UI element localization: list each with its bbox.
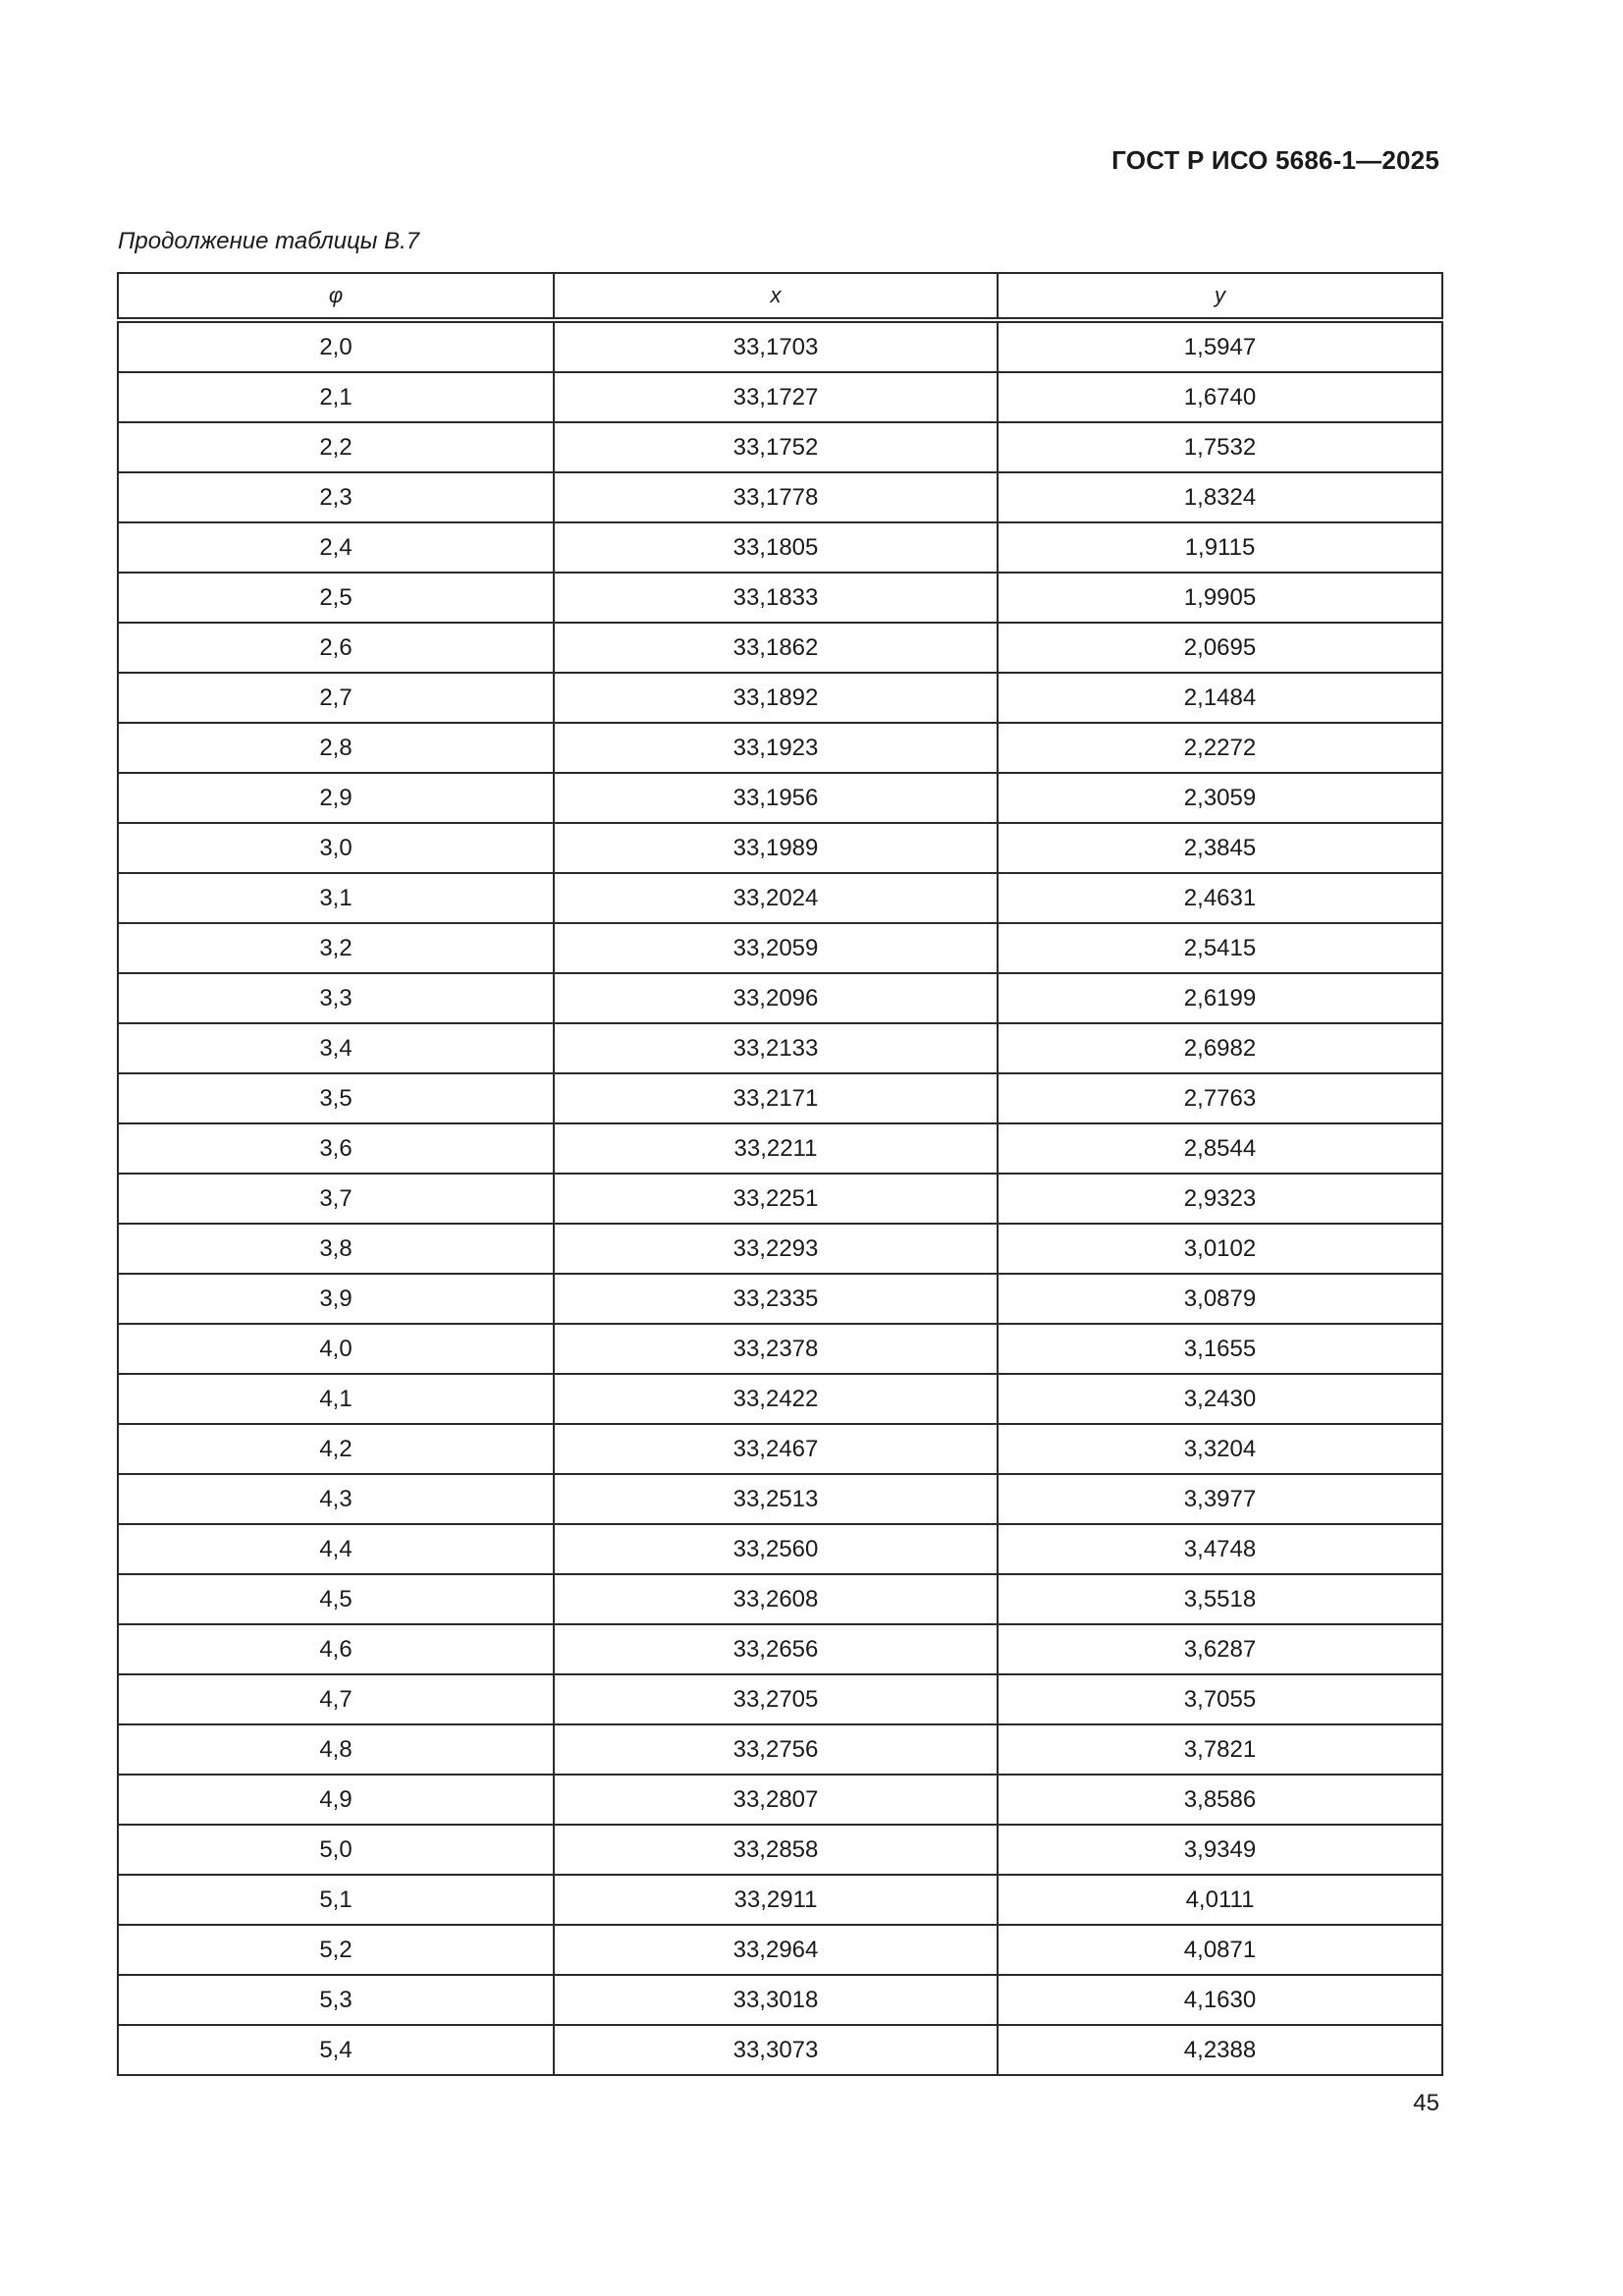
cell-phi: 4,6 xyxy=(118,1624,554,1674)
cell-x: 33,2171 xyxy=(554,1073,998,1123)
table-row xyxy=(118,1073,1442,1123)
cell-phi: 4,8 xyxy=(118,1724,554,1775)
table-row xyxy=(118,723,1442,773)
cell-x: 33,1862 xyxy=(554,623,998,673)
cell-x: 33,2911 xyxy=(554,1875,998,1925)
cell-y: 3,8586 xyxy=(998,1775,1442,1825)
cell-y: 3,9349 xyxy=(998,1825,1442,1875)
cell-y: 4,1630 xyxy=(998,1975,1442,2025)
cell-x: 33,2964 xyxy=(554,1925,998,1975)
cell-y: 3,0879 xyxy=(998,1274,1442,1324)
cell-y: 1,9905 xyxy=(998,573,1442,623)
cell-y: 2,7763 xyxy=(998,1073,1442,1123)
cell-x: 33,1923 xyxy=(554,723,998,773)
cell-y: 2,8544 xyxy=(998,1123,1442,1174)
table-row xyxy=(118,1123,1442,1174)
table-row xyxy=(118,1674,1442,1724)
cell-y: 2,6199 xyxy=(998,973,1442,1023)
cell-phi: 5,4 xyxy=(118,2025,554,2075)
table-row xyxy=(118,573,1442,623)
cell-phi: 3,4 xyxy=(118,1023,554,1073)
cell-y: 1,6740 xyxy=(998,372,1442,422)
cell-x: 33,1833 xyxy=(554,573,998,623)
cell-phi: 4,5 xyxy=(118,1574,554,1624)
cell-x: 33,2024 xyxy=(554,873,998,923)
table-row xyxy=(118,2025,1442,2075)
cell-x: 33,1892 xyxy=(554,673,998,723)
cell-y: 3,7821 xyxy=(998,1724,1442,1775)
cell-y: 2,9323 xyxy=(998,1174,1442,1224)
table-row xyxy=(118,823,1442,873)
cell-x: 33,2705 xyxy=(554,1674,998,1724)
column-header-phi: φ xyxy=(118,273,554,320)
table-row xyxy=(118,1424,1442,1474)
cell-y: 3,5518 xyxy=(998,1574,1442,1624)
table-row xyxy=(118,1174,1442,1224)
cell-x: 33,2656 xyxy=(554,1624,998,1674)
table-row xyxy=(118,372,1442,422)
table-row xyxy=(118,1374,1442,1424)
table-caption: Продолжение таблицы В.7 xyxy=(118,228,420,254)
cell-y: 4,2388 xyxy=(998,2025,1442,2075)
cell-x: 33,2422 xyxy=(554,1374,998,1424)
cell-phi: 4,1 xyxy=(118,1374,554,1424)
cell-y: 2,2272 xyxy=(998,723,1442,773)
cell-phi: 3,0 xyxy=(118,823,554,873)
column-header-x: x xyxy=(554,273,998,320)
cell-phi: 4,2 xyxy=(118,1424,554,1474)
cell-x: 33,1703 xyxy=(554,320,998,372)
table-row xyxy=(118,1574,1442,1624)
cell-phi: 2,9 xyxy=(118,773,554,823)
table-row xyxy=(118,1975,1442,2025)
table-row xyxy=(118,1524,1442,1574)
table-row xyxy=(118,1825,1442,1875)
table-row xyxy=(118,1023,1442,1073)
cell-x: 33,2293 xyxy=(554,1224,998,1274)
table-body xyxy=(118,320,1442,2075)
cell-x: 33,2133 xyxy=(554,1023,998,1073)
table-row xyxy=(118,973,1442,1023)
cell-x: 33,1805 xyxy=(554,522,998,573)
cell-phi: 2,1 xyxy=(118,372,554,422)
cell-phi: 2,0 xyxy=(118,320,554,372)
page-number: 45 xyxy=(1413,2090,1439,2116)
cell-y: 1,8324 xyxy=(998,472,1442,522)
cell-phi: 3,5 xyxy=(118,1073,554,1123)
cell-phi: 5,0 xyxy=(118,1825,554,1875)
cell-x: 33,2560 xyxy=(554,1524,998,1574)
table-row xyxy=(118,1875,1442,1925)
cell-phi: 4,3 xyxy=(118,1474,554,1524)
cell-x: 33,1778 xyxy=(554,472,998,522)
table-row xyxy=(118,773,1442,823)
cell-x: 33,2858 xyxy=(554,1825,998,1875)
cell-phi: 2,8 xyxy=(118,723,554,773)
cell-y: 2,5415 xyxy=(998,923,1442,973)
table-header xyxy=(118,273,1442,320)
cell-phi: 2,6 xyxy=(118,623,554,673)
cell-phi: 3,2 xyxy=(118,923,554,973)
cell-x: 33,3018 xyxy=(554,1975,998,2025)
table-row xyxy=(118,1925,1442,1975)
cell-y: 2,3845 xyxy=(998,823,1442,873)
table-row xyxy=(118,522,1442,573)
cell-y: 3,1655 xyxy=(998,1324,1442,1374)
cell-x: 33,1727 xyxy=(554,372,998,422)
table-row xyxy=(118,1224,1442,1274)
data-table xyxy=(117,272,1443,2076)
cell-y: 2,1484 xyxy=(998,673,1442,723)
table-row xyxy=(118,1624,1442,1674)
cell-y: 1,7532 xyxy=(998,422,1442,472)
cell-phi: 4,9 xyxy=(118,1775,554,1825)
cell-x: 33,2467 xyxy=(554,1424,998,1474)
cell-phi: 3,7 xyxy=(118,1174,554,1224)
cell-x: 33,2335 xyxy=(554,1274,998,1324)
cell-phi: 3,1 xyxy=(118,873,554,923)
cell-x: 33,1752 xyxy=(554,422,998,472)
cell-x: 33,3073 xyxy=(554,2025,998,2075)
cell-phi: 4,4 xyxy=(118,1524,554,1574)
cell-phi: 5,1 xyxy=(118,1875,554,1925)
table-row xyxy=(118,1474,1442,1524)
cell-y: 3,0102 xyxy=(998,1224,1442,1274)
cell-phi: 2,5 xyxy=(118,573,554,623)
table-row xyxy=(118,472,1442,522)
cell-y: 3,6287 xyxy=(998,1624,1442,1674)
cell-y: 3,7055 xyxy=(998,1674,1442,1724)
column-header-y: y xyxy=(998,273,1442,320)
cell-x: 33,2096 xyxy=(554,973,998,1023)
table-row xyxy=(118,673,1442,723)
table-row xyxy=(118,1274,1442,1324)
cell-y: 2,3059 xyxy=(998,773,1442,823)
cell-x: 33,2211 xyxy=(554,1123,998,1174)
cell-x: 33,2059 xyxy=(554,923,998,973)
table-row xyxy=(118,623,1442,673)
header-row xyxy=(118,273,1442,320)
table-row xyxy=(118,1724,1442,1775)
cell-phi: 2,4 xyxy=(118,522,554,573)
cell-y: 2,6982 xyxy=(998,1023,1442,1073)
cell-x: 33,2807 xyxy=(554,1775,998,1825)
table-row xyxy=(118,873,1442,923)
cell-phi: 2,2 xyxy=(118,422,554,472)
cell-phi: 4,0 xyxy=(118,1324,554,1374)
cell-phi: 3,6 xyxy=(118,1123,554,1174)
cell-x: 33,2251 xyxy=(554,1174,998,1224)
table-row xyxy=(118,923,1442,973)
document-code: ГОСТ Р ИСО 5686-1—2025 xyxy=(1111,145,1439,175)
cell-phi: 5,2 xyxy=(118,1925,554,1975)
cell-y: 4,0111 xyxy=(998,1875,1442,1925)
cell-y: 1,9115 xyxy=(998,522,1442,573)
cell-y: 4,0871 xyxy=(998,1925,1442,1975)
cell-x: 33,2513 xyxy=(554,1474,998,1524)
table-row xyxy=(118,422,1442,472)
cell-y: 2,4631 xyxy=(998,873,1442,923)
table-row xyxy=(118,1324,1442,1374)
table-row xyxy=(118,320,1442,372)
cell-y: 3,2430 xyxy=(998,1374,1442,1424)
cell-x: 33,1989 xyxy=(554,823,998,873)
cell-phi: 2,7 xyxy=(118,673,554,723)
cell-x: 33,1956 xyxy=(554,773,998,823)
cell-phi: 2,3 xyxy=(118,472,554,522)
cell-y: 3,3204 xyxy=(998,1424,1442,1474)
cell-y: 3,4748 xyxy=(998,1524,1442,1574)
cell-phi: 3,8 xyxy=(118,1224,554,1274)
cell-x: 33,2756 xyxy=(554,1724,998,1775)
cell-phi: 4,7 xyxy=(118,1674,554,1724)
cell-phi: 3,3 xyxy=(118,973,554,1023)
cell-x: 33,2378 xyxy=(554,1324,998,1374)
cell-y: 3,3977 xyxy=(998,1474,1442,1524)
table-row xyxy=(118,1775,1442,1825)
cell-y: 2,0695 xyxy=(998,623,1442,673)
cell-phi: 5,3 xyxy=(118,1975,554,2025)
cell-phi: 3,9 xyxy=(118,1274,554,1324)
cell-x: 33,2608 xyxy=(554,1574,998,1624)
cell-y: 1,5947 xyxy=(998,320,1442,372)
